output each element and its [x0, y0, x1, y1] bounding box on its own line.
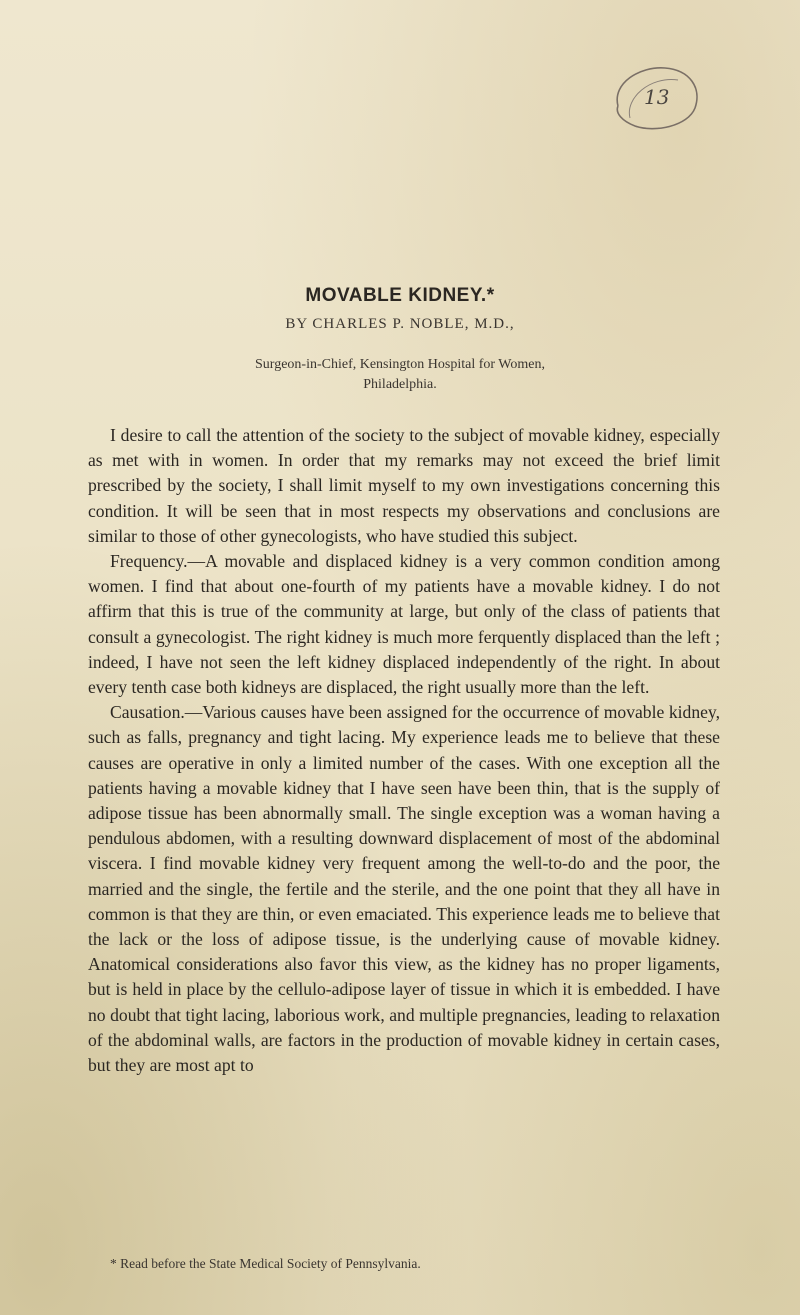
- author-affiliation: [0, 355, 800, 395]
- paragraph-causation: Causation.—Various causes have been assigned for the occurrence of movable kidney, such as falls, pregnancy and tight lacing. My experience leads me to believe that these causes are operative in only a limited number of the cases. With one exception all the patients having a movable kidney that I have seen have been thin, that is the supply of adipose tissue has been abnormally small. The single exception was a woman having a pendulous abdomen, with a resulting downward displacement of most of the abdominal viscera. I find movable kidney very frequent among the well-to-do and the poor, the married and the single, the fertile and the sterile, and the one point that they all have in common is that they are thin, or even emaciated. This experience leads me to believe that the lack or the loss of adipose tissue, is the underlying cause of movable kidney. Anatomical considerations also favor this view, as the kidney has no proper ligaments, but is held in place by the cellulo-adipose layer of tissue in which it is embedded. I have no doubt that tight lacing, laborious work, and multiple pregnancies, leading to relaxation of the abdominal walls, are factors in the production of movable kidney in certain cases, but they are most apt to: [88, 702, 720, 1076]
- paragraph-frequency: Frequency.—A movable and displaced kidney is a very common condition among women. I find that about one-fourth of my patients have a movable kidney. I do not affirm that this is true of the community at large, but only of the class of patients that consult a gynecologist. The right kidney is much more ferquently displaced than the left ; indeed, I have not seen the left kidney displaced independently of the right. In about every tenth case both kidneys are displaced, the right usually more than the left.: [88, 551, 720, 698]
- footnote: * Read before the State Medical Society of Pennsylvania.: [110, 1256, 421, 1271]
- affiliation-line-1: Surgeon-in-Chief, Kensington Hospital for Women,: [255, 357, 545, 372]
- author-byline: BY CHARLES P. NOBLE, M.D.,: [285, 316, 515, 332]
- page-number-text: 13: [644, 85, 670, 109]
- affiliation-line-2: Philadelphia.: [363, 377, 437, 392]
- handwritten-page-number: [560, 58, 710, 138]
- paragraph-intro: I desire to call the attention of the society to the subject of movable kidney, especially as met with in women. In order that my remarks may not exceed the brief limit prescribed by the society, I shall limit myself to my own investigations concerning this condition. It will be seen that in most respects my observations and conclusions are similar to those of other gynecologists, who have studied this subject.: [88, 425, 720, 546]
- article-body: [88, 423, 720, 1078]
- article-title: MOVABLE KIDNEY.*: [305, 285, 495, 306]
- circled-number-icon: [560, 58, 710, 138]
